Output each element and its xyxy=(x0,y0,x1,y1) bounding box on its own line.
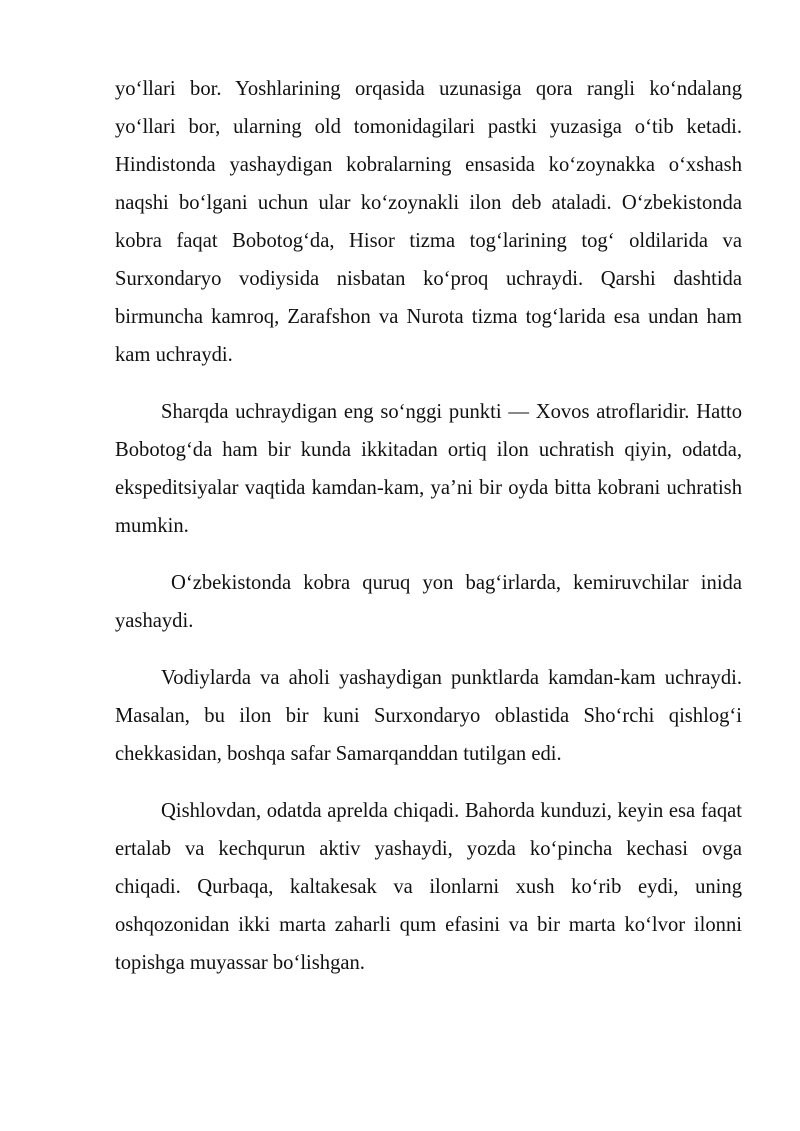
paragraph-2: Sharqda uchraydigan eng so‘nggi punkti — Xovos atroflaridir. Hatto Bobotog‘da ham bir kunda ikkitadan ortiq ilon uchratish qiyin, odatda, ekspeditsiyalar vaqtida kamdan-kam, ya’ni bir oyda bitta kobrani uchratish mumkin. xyxy=(115,401,742,537)
paragraph-4: Vodiylarda va aholi yashaydigan punktlarda kamdan-kam uchraydi. Masalan, bu ilon bir kuni Surxondaryo oblastida Sho‘rchi qishlog‘i chekkasidan, boshqa safar Samarqanddan tutilgan edi. xyxy=(115,667,742,765)
paragraph-3: O‘zbekistonda kobra quruq yon bag‘irlarda, kemiruvchilar inida yashaydi. xyxy=(115,572,742,632)
paragraph-5: Qishlovdan, odatda aprelda chiqadi. Bahorda kunduzi, keyin esa faqat ertalab va kechqurun aktiv yashaydi, yozda ko‘pincha kechasi ovga chiqadi. Qurbaqa, kaltakesak va ilonlarni xush ko‘rib eydi, uning oshqozonidan ikki marta zaharli qum efasini va bir marta ko‘lvor ilonni topishga muyassar bo‘lishgan. xyxy=(115,800,742,974)
paragraph-1: yo‘llari bor. Yoshlarining orqasida uzunasiga qora rangli ko‘ndalang yo‘llari bor, ularning old tomonidagilari pastki yuzasiga o‘tib ketadi. Hindistonda yashaydigan kobralarning ensasida ko‘zoynakka o‘xshash naqshi bo‘lgani uchun ular ko‘zoynakli ilon deb ataladi. O‘zbekistonda kobra faqat Bobotog‘da, Hisor tizma tog‘larining tog‘ oldilarida va Surxondaryo vodiysida nisbatan ko‘proq uchraydi. Qarshi dashtida birmuncha kamroq, Zarafshon va Nurota tizma tog‘larida esa undan ham kam uchraydi. xyxy=(115,78,742,366)
document-body xyxy=(115,70,742,1001)
